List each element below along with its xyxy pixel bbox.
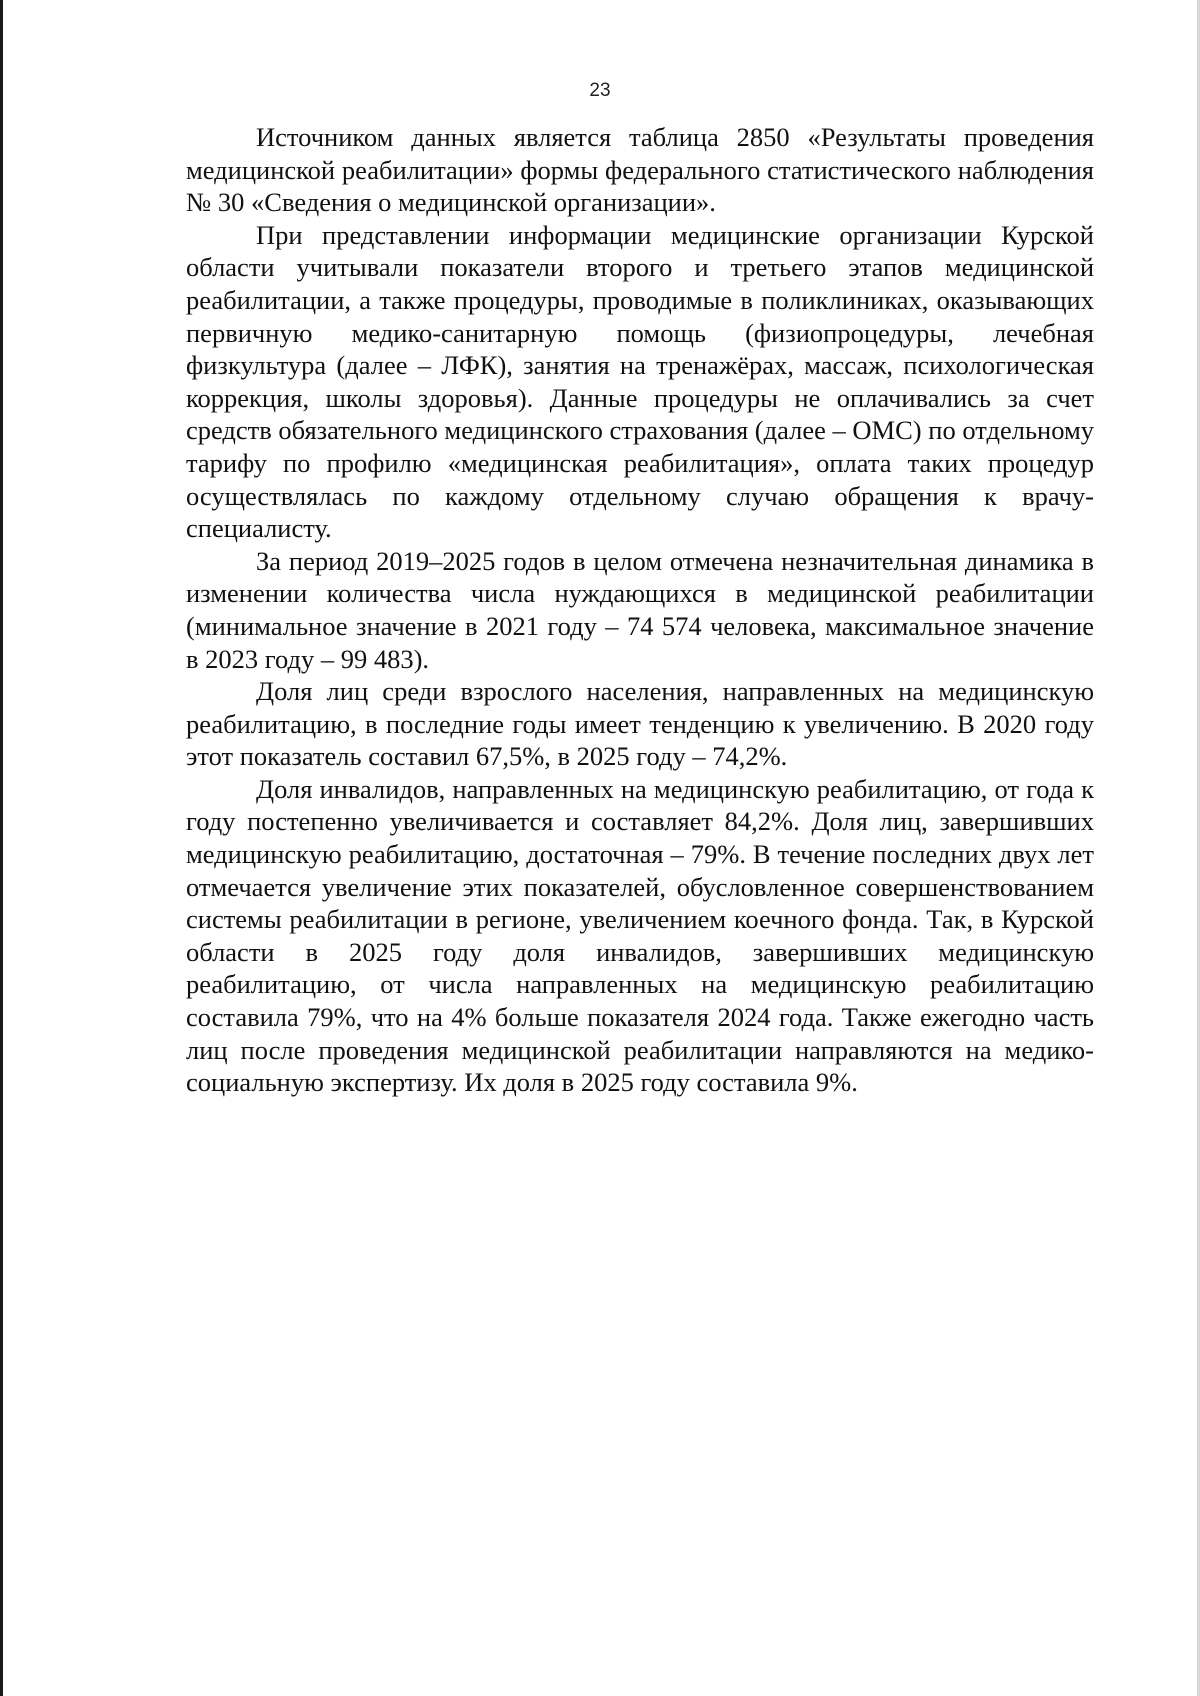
paragraph-data-source: Источником данных является таблица 2850 «Результаты проведения медицинской реабилитации» формы федерального статистического наблюдения № 30 «Сведения о медицинской организации». [186,122,1094,218]
document-body [186,121,1094,1099]
paragraph-adult-share: Доля лиц среди взрослого населения, направленных на медицинскую реабилитацию, в последние годы имеет тенденцию к увеличению. В 2020 году этот показатель составил 67,5%, в 2025 году – 74,2%. [186,676,1094,772]
page-number: 23 [589,80,611,101]
scan-edge-left [0,0,3,1696]
paragraph-dynamics: За период 2019–2025 годов в целом отмечена незначительная динамика в изменении количества числа нуждающихся в медицинской реабилитации (минимальное значение в 2021 году – 74 574 человека, максимальное значение в 2023 году – 99 483). [186,545,1094,674]
paragraph-procedures: При представлении информации медицинские организации Курской области учитывали показатели второго и третьего этапов медицинской реабилитации, а также процедуры, проводимые в поликлиниках, оказывающих первичную медико-санитарную помощь (физиопроцедуры, лечебная физкультура (далее – ЛФК), занятия на тренажёрах, массаж, психологическая коррекция, школы здоровья). Данные процедуры не оплачивались за счет средств обязательного медицинского страхования (далее – ОМС) по отдельному тарифу по профилю «медицинская реабилитация», оплата таких процедур осуществлялась по каждому отдельному случаю обращения к врачу-специалисту. [186,219,1094,544]
paragraph-disabled-share: Доля инвалидов, направленных на медицинскую реабилитацию, от года к году постепенно увеличивается и составляет 84,2%. Доля лиц, завершивших медицинскую реабилитацию, достаточная – 79%. В течение последних двух лет отмечается увеличение этих показателей, обусловленное совершенствованием системы реабилитации в регионе, увеличением коечного фонда. Так, в Курской области в 2025 году доля инвалидов, завершивших медицинскую реабилитацию, от числа направленных на медицинскую реабилитацию составила 79%, что на 4% больше показателя 2024 года. Также ежегодно часть лиц после проведения медицинской реабилитации направляются на медико-социальную экспертизу. Их доля в 2025 году составила 9%. [186,773,1094,1098]
